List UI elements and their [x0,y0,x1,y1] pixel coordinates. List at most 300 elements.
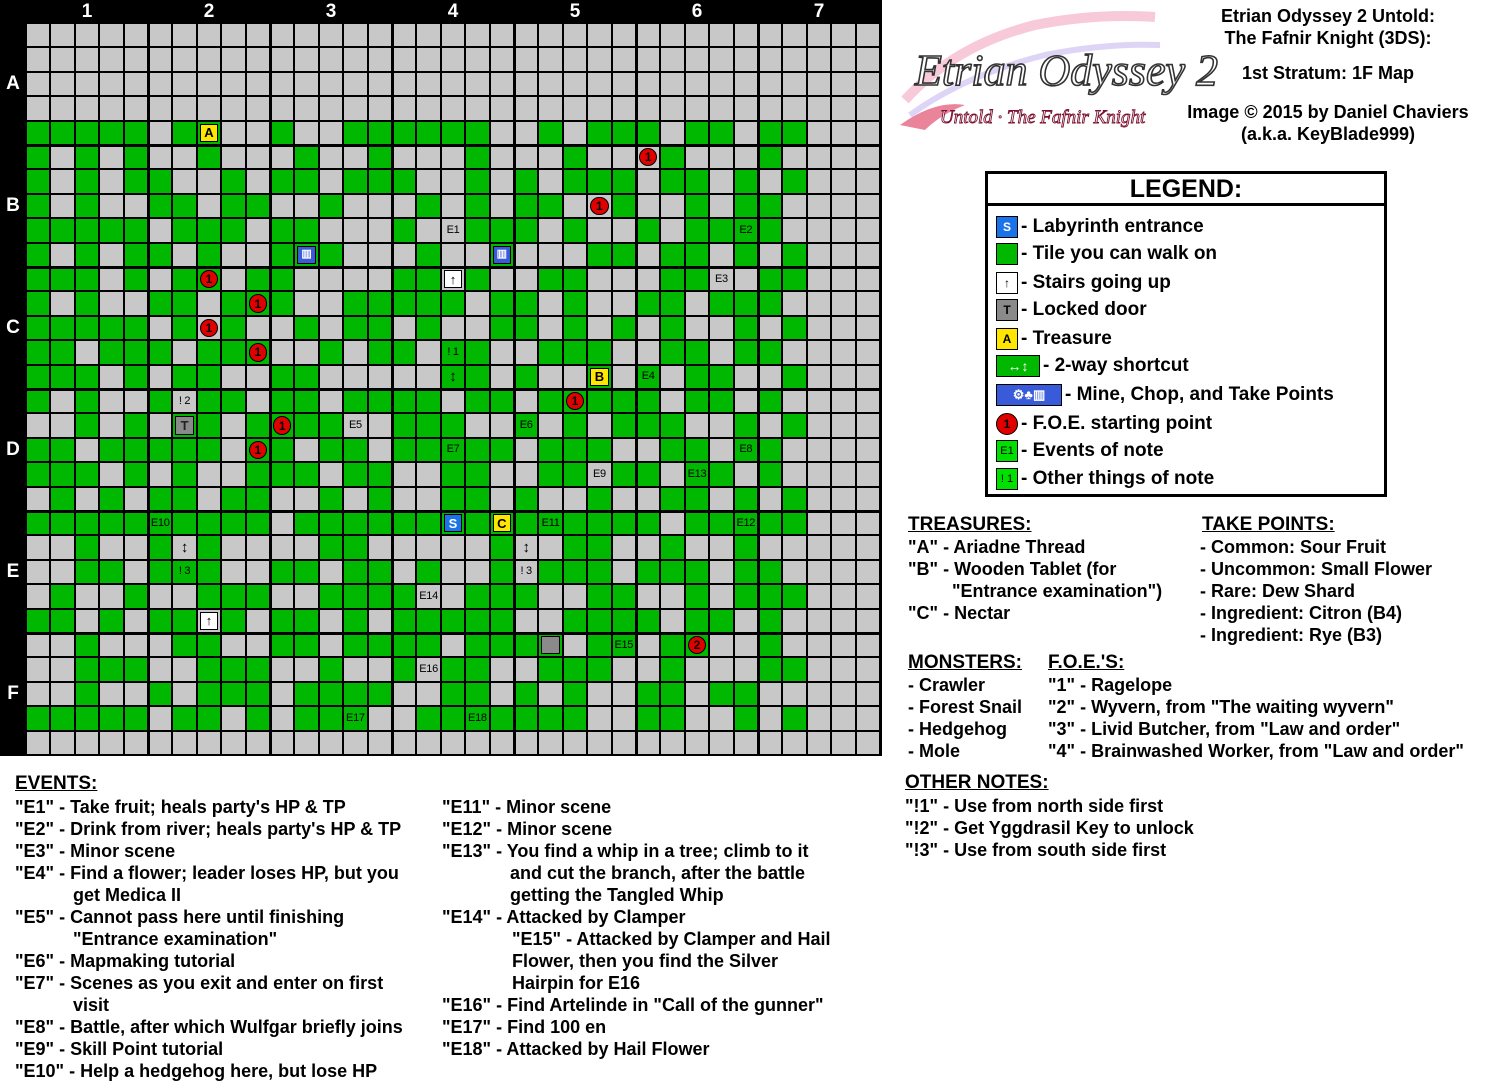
floor-tile [637,170,659,192]
floor-tile [466,414,488,436]
floor-tile [808,146,830,168]
walkable-tile [637,512,659,534]
shortcut-icon: ↕ [180,539,189,557]
floor-tile [637,732,659,754]
walkable-tile [76,317,98,339]
floor-tile [491,488,513,510]
floor-tile [149,707,171,729]
walkable-tile [100,512,122,534]
floor-tile [27,414,49,436]
walkable-tile [222,610,244,632]
floor-tile [247,536,269,558]
floor-tile [808,512,830,534]
floor-tile [344,24,366,46]
walkable-tile [27,463,49,485]
floor-tile [466,73,488,95]
floor-tile [51,658,73,680]
floor-tile [539,366,561,388]
walkable-tile [466,683,488,705]
floor-tile [539,97,561,119]
walkable-tile [393,634,415,656]
walkable-tile [247,268,269,290]
event-line: "E11" - Minor scene [442,797,612,817]
event-marker: E9 [592,467,606,480]
floor-tile [466,317,488,339]
floor-tile [51,292,73,314]
take-point-line: - Rare: Dew Shard [1200,581,1356,601]
walkable-tile [613,170,635,192]
floor-tile [783,536,805,558]
walkable-tile [466,488,488,510]
floor-tile [393,732,415,754]
floor-tile [125,634,147,656]
floor-tile [539,536,561,558]
walkable-tile [27,244,49,266]
floor-tile [857,463,879,485]
walkable-tile [783,170,805,192]
walkable-tile [417,634,439,656]
walkable-tile [295,146,317,168]
floor-tile [783,341,805,363]
walkable-tile [686,561,708,583]
walkable-tile [759,585,781,607]
walkable-tile [344,292,366,314]
floor-tile [320,97,342,119]
floor-tile [247,219,269,241]
walkable-tile [320,658,342,680]
floor-tile [783,439,805,461]
walkable-tile [125,585,147,607]
floor-tile [125,390,147,412]
walkable-tile [588,610,610,632]
walkable-tile [491,317,513,339]
floor-tile [369,268,391,290]
floor-tile [637,585,659,607]
foe-marker: 1 [200,270,218,288]
floor-tile [808,732,830,754]
floor-tile [515,244,537,266]
walkable-tile [51,268,73,290]
floor-tile [344,219,366,241]
walkable-tile [369,463,391,485]
foe-line: "3" - Livid Butcher, from "Law and order" [1048,719,1401,739]
floor-tile [759,414,781,436]
floor-tile [76,585,98,607]
floor-tile [539,292,561,314]
walkable-tile [27,268,49,290]
legend-item-note [996,466,1214,492]
floor-tile [686,146,708,168]
walkable-tile [27,146,49,168]
floor-tile [783,195,805,217]
floor-tile [344,366,366,388]
walkable-tile [491,219,513,241]
floor-tile [588,24,610,46]
floor-tile [149,146,171,168]
floor-tile [198,463,220,485]
walkable-tile [466,219,488,241]
walkable-tile [417,610,439,632]
floor-tile [710,341,732,363]
note-icon: ! 1 [996,468,1018,490]
walkable-tile [515,488,537,510]
walkable-tile [271,561,293,583]
walkable-tile [149,536,171,558]
floor-tile [51,73,73,95]
walkable-tile [198,512,220,534]
walkable-tile [759,122,781,144]
floor-tile [539,48,561,70]
floor-tile [832,170,854,192]
walkable-tile [613,512,635,534]
floor-tile [686,97,708,119]
take-point-icon: ▥ [297,246,315,264]
walkable-tile [320,244,342,266]
take-point-line: - Common: Sour Fruit [1200,537,1386,557]
floor-tile [51,561,73,583]
floor-tile [393,707,415,729]
floor-tile [51,170,73,192]
floor-tile [100,366,122,388]
legend-item-gather [996,382,1334,408]
walkable-tile [320,707,342,729]
walkable-tile [100,219,122,241]
floor-tile [832,366,854,388]
floor-tile [27,634,49,656]
floor-tile [564,48,586,70]
walkable-tile [173,195,195,217]
floor-tile [857,219,879,241]
floor-tile [857,122,879,144]
floor-tile [832,195,854,217]
walkable-tile [466,170,488,192]
floor-tile [125,292,147,314]
walkable-tile [759,634,781,656]
walkable-tile [369,634,391,656]
walkable-tile [369,170,391,192]
floor-tile [783,24,805,46]
floor-tile [613,219,635,241]
floor-tile [222,24,244,46]
floor-tile [344,341,366,363]
row-header: D [6,439,20,460]
treasure-c: C [493,514,511,532]
event-line: "E5" - Cannot pass here until finishing [15,907,345,927]
walkable-tile [686,610,708,632]
floor-tile [710,48,732,70]
shortcut-icon: ↕ [449,368,457,386]
legend-label: - Stairs going up [1021,272,1171,293]
floor-tile [808,683,830,705]
walkable-tile [198,341,220,363]
walkable-tile [491,634,513,656]
shortcut-icon: ↕ [522,539,530,557]
walkable-tile [686,268,708,290]
floor-tile [442,24,464,46]
floor-tile [442,390,464,412]
walkable-tile [661,561,683,583]
floor-tile [76,97,98,119]
walkable-tile [759,146,781,168]
walkable-tile [515,195,537,217]
walkable-tile [759,195,781,217]
walkable-tile [271,610,293,632]
row-header: A [6,73,20,94]
floor-tile [247,561,269,583]
event-line: "E1" - Take fruit; heals party's HP & TP [15,797,346,817]
treasure-a: A [200,124,218,142]
floor-tile [832,732,854,754]
floor-tile [393,536,415,558]
walkable-tile [369,488,391,510]
floor-tile [417,146,439,168]
floor-tile [613,292,635,314]
floor-tile [198,48,220,70]
take-point-line: - Ingredient: Rye (B3) [1200,625,1383,645]
floor-tile [491,366,513,388]
floor-tile [613,536,635,558]
floor-tile [51,97,73,119]
event-line: "E18" - Attacked by Hail Flower [442,1039,710,1059]
floor-tile [735,146,757,168]
floor-tile [832,439,854,461]
floor-tile [735,390,757,412]
floor-tile [271,48,293,70]
walkable-tile [271,244,293,266]
walkable-tile [783,244,805,266]
floor-tile [564,585,586,607]
walkable-tile [661,146,683,168]
walkable-tile [686,122,708,144]
walkable-tile [661,244,683,266]
floor-tile [100,292,122,314]
column-header: 7 [813,1,825,22]
walkable-tile [588,439,610,461]
walkable-tile [637,414,659,436]
walkable-tile [320,439,342,461]
floor-tile [710,170,732,192]
floor-tile [710,488,732,510]
take-point-icon: ▥ [493,246,511,264]
floor-tile [271,658,293,680]
floor-tile [271,732,293,754]
floor-tile [613,48,635,70]
floor-tile [125,195,147,217]
walkable-tile [417,414,439,436]
floor-tile [173,24,195,46]
foe-marker: 1 [200,319,218,337]
floor-tile [515,390,537,412]
floor-tile [808,97,830,119]
walkable-tile [564,683,586,705]
floor-tile [686,292,708,314]
walkable-tile [51,463,73,485]
floor-tile [832,585,854,607]
walkable-tile [271,122,293,144]
walkable-tile [247,658,269,680]
walkable-tile [710,366,732,388]
floor-tile [100,732,122,754]
floor-tile [125,488,147,510]
floor-tile [491,24,513,46]
floor-tile [491,658,513,680]
walkable-tile [539,658,561,680]
walkable-tile [76,512,98,534]
floor-tile [393,73,415,95]
floor-tile [783,97,805,119]
floor-tile [369,195,391,217]
walkable-tile [222,341,244,363]
walkable-tile [51,610,73,632]
floor-tile [393,683,415,705]
event-line: "E10" - Help a hedgehog here, but lose HP [15,1061,378,1081]
floor-tile [417,48,439,70]
floor-tile [51,536,73,558]
walkable-tile [295,366,317,388]
walkable-tile [76,658,98,680]
walkable-tile [320,488,342,510]
walkable-tile [295,317,317,339]
floor-tile [783,219,805,241]
floor-tile [613,488,635,510]
floor-tile [442,585,464,607]
walkable-tile [564,146,586,168]
floor-tile [710,97,732,119]
walkable-tile [759,610,781,632]
floor-tile [637,244,659,266]
floor-tile [100,683,122,705]
floor-tile [857,512,879,534]
floor-tile [515,610,537,632]
floor-tile [637,658,659,680]
floor-tile [417,341,439,363]
floor-tile [198,73,220,95]
floor-tile [173,97,195,119]
walkable-tile [417,122,439,144]
floor-tile [442,73,464,95]
walkable-tile [247,512,269,534]
walkable-tile [466,390,488,412]
floor-tile [173,73,195,95]
floor-tile [76,610,98,632]
floor-tile [637,317,659,339]
floor-tile [27,97,49,119]
floor-tile [564,97,586,119]
floor-tile [222,439,244,461]
floor-tile [710,146,732,168]
floor-tile [393,366,415,388]
walkable-tile [76,634,98,656]
floor-tile [149,658,171,680]
walkable-tile [149,390,171,412]
walkable-tile [27,195,49,217]
floor-tile [710,195,732,217]
floor-tile [393,48,415,70]
floor-tile [295,268,317,290]
floor-tile [417,683,439,705]
foe-marker: 1 [249,343,267,361]
floor-tile [515,341,537,363]
walkable-tile [735,244,757,266]
title-line-1: Etrian Odyssey 2 Untold: [1220,6,1436,26]
floor-tile [808,463,830,485]
floor-tile [320,317,342,339]
walkable-tile [515,219,537,241]
walkable-tile [564,463,586,485]
floor-tile [76,439,98,461]
walkable-tile [295,634,317,656]
floor-tile [149,48,171,70]
floor-tile [515,97,537,119]
floor-tile [369,536,391,558]
walkable-tile [125,268,147,290]
floor-tile [832,146,854,168]
walkable-tile [173,122,195,144]
floor-tile [51,634,73,656]
walkable-tile [198,683,220,705]
floor-tile [539,414,561,436]
walkable-tile [320,512,342,534]
floor-tile [515,73,537,95]
floor-tile [857,73,879,95]
floor-tile [173,658,195,680]
floor-tile [759,97,781,119]
floor-tile [295,122,317,144]
floor-tile [271,536,293,558]
legend-label: - 2-way shortcut [1043,355,1189,376]
floor-tile [417,73,439,95]
floor-tile [222,732,244,754]
floor-tile [588,707,610,729]
floor-tile [857,341,879,363]
floor-tile [808,268,830,290]
walkable-tile [613,195,635,217]
floor-tile [271,341,293,363]
walkable-tile [320,414,342,436]
walkable-tile [125,658,147,680]
walkable-tile [125,146,147,168]
treasure-line: "B" - Wooden Tablet (for [908,559,1117,579]
floor-tile [76,341,98,363]
walkable-tile [173,610,195,632]
floor-tile [783,634,805,656]
walkable-tile [466,146,488,168]
floor-tile [442,48,464,70]
legend-label: - Treasure [1021,328,1112,349]
walkable-tile [295,683,317,705]
floor-tile [588,48,610,70]
floor-tile [247,634,269,656]
walkable-tile [637,463,659,485]
floor-tile [320,146,342,168]
walkable-tile [588,561,610,583]
walkable-tile [417,439,439,461]
walkable-tile [613,610,635,632]
walkable-tile [637,610,659,632]
row-header: E [6,561,20,582]
floor-tile [637,73,659,95]
walkable-tile [442,658,464,680]
floor-tile [539,683,561,705]
walkable-tile [686,439,708,461]
walkable-tile [344,512,366,534]
floor-tile [344,244,366,266]
floor-tile [417,366,439,388]
walkable-tile [271,366,293,388]
floor-tile [661,512,683,534]
floor-tile [173,244,195,266]
walkable-tile [344,610,366,632]
